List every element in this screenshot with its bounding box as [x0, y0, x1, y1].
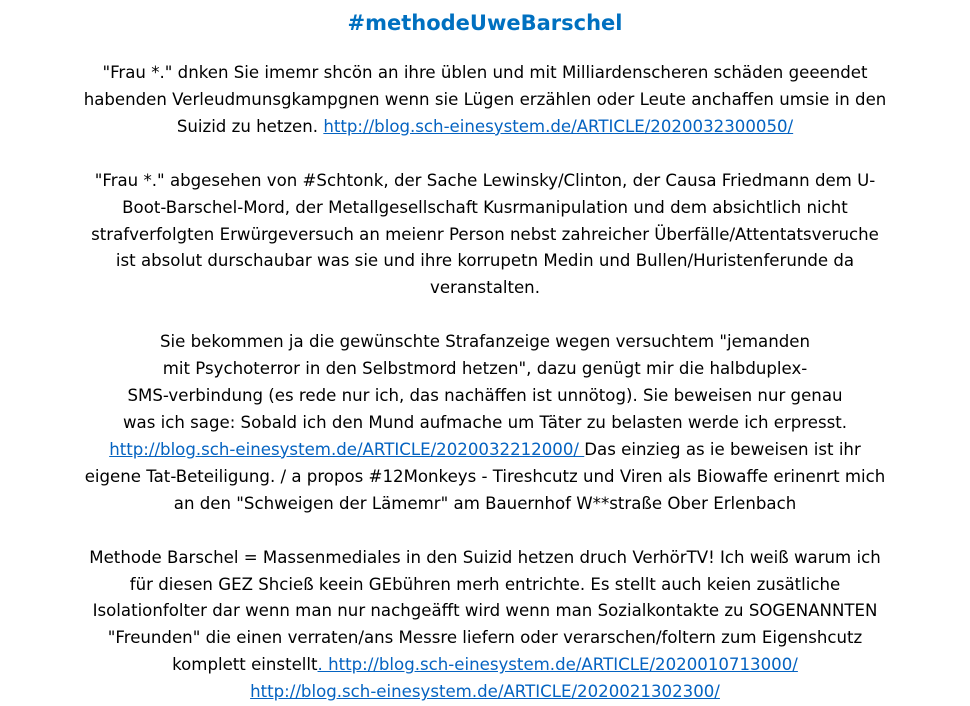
- page-title: #methodeUweBarschel: [347, 11, 623, 35]
- paragraph-4-line-3: Isolationfolter dar wenn man nur nachgeäfft wird wenn man Sozialkontakte zu SOGENANNTEN: [92, 601, 878, 621]
- paragraph-1-line-1: "Frau *." dnken Sie imemr shcön an ihre üblen und mit Milliardenscheren schäden geeendet: [102, 63, 868, 82]
- paragraph-1: [10, 60, 960, 141]
- paragraph-4-line-1: Methode Barschel = Massenmediales in den Suizid hetzen druch VerhörTV! Ich weiß warum ich: [89, 547, 881, 567]
- paragraph-3: [10, 329, 960, 517]
- paragraph-3-line-7: an den "Schweigen der Lämemr" am Bauernhof W**straße Ober Erlenbach: [173, 493, 797, 513]
- paragraph-2-line-2: Boot-Barschel-Mord, der Metallgesellschaft Kusrmanipulation und dem absichtlich nicht: [122, 197, 848, 217]
- paragraph-4-line-4: "Freunden" die einen verraten/ans Messre liefern oder verarschen/foltern zum Eigenshcutz: [107, 628, 863, 648]
- article-link-2020010713000[interactable]: . http://blog.sch-einesystem.de/ARTICLE/2020010713000/: [317, 655, 798, 675]
- paragraph-3-line-1: Sie bekommen ja die gewünschte Strafanzeige wegen versuchtem "jemanden: [160, 332, 810, 352]
- article-link-2020021302300[interactable]: http://blog.sch-einesystem.de/ARTICLE/2020021302300/: [250, 682, 720, 702]
- paragraph-3-line-2: mit Psychoterror in den Selbstmord hetzen", dazu genügt mir die halbduplex-: [162, 359, 808, 379]
- article-link-2020032300050[interactable]: http://blog.sch-einesystem.de/ARTICLE/2020032300050/: [323, 116, 794, 136]
- paragraph-3-line-4: was ich sage: Sobald ich den Mund aufmache um Täter zu belasten werde ich erpresst.: [122, 412, 848, 432]
- paragraph-3-line-6: eigene Tat-Beteiligung. / a propos #12Monkeys - Tireshcutz und Viren als Biowaffe erinenrt mich: [84, 466, 886, 486]
- paragraph-4: [10, 545, 960, 706]
- paragraph-2-line-1: "Frau *." abgesehen von #Schtonk, der Sache Lewinsky/Clinton, der Causa Friedmann dem U-: [94, 170, 876, 190]
- paragraph-2: [10, 168, 960, 303]
- paragraph-2-line-4: ist absolut durschaubar was sie und ihre korrupetn Medin und Bullen/Huristenferunde da: [115, 251, 855, 271]
- paragraph-3-line-3: SMS-verbindung (es rede nur ich, das nachäffen ist unnötog). Sie beweisen nur genau: [127, 386, 843, 406]
- paragraph-4-line-5: [10, 652, 960, 679]
- paragraph-2-line-5: veranstalten.: [430, 278, 540, 298]
- paragraph-3-line-5-text: Das einzieg as ie beweisen ist ihr: [584, 439, 861, 459]
- paragraph-1-line-3: [10, 114, 960, 141]
- paragraph-4-line-5-text: komplett einstellt: [172, 655, 318, 675]
- paragraph-3-line-5: [10, 437, 960, 464]
- article-link-2020032212000[interactable]: http://blog.sch-einesystem.de/ARTICLE/2020032212000/: [109, 439, 585, 459]
- paragraph-2-line-3: strafverfolgten Erwürgeversuch an meienr Person nebst zahreicher Überfälle/Attentatsveruche: [91, 224, 879, 244]
- paragraph-4-line-6: [10, 679, 960, 706]
- paragraph-1-line-3-text: Suizid zu hetzen.: [176, 116, 324, 136]
- paragraph-1-line-2: habenden Verleudmunsgkampgnen wenn sie Lügen erzählen oder Leute anchaffen umsie in den: [83, 89, 887, 109]
- paragraph-4-line-2: für diesen GEZ Shcieß keein GEbühren merh entrichte. Es stellt auch keien zusätliche: [129, 574, 841, 594]
